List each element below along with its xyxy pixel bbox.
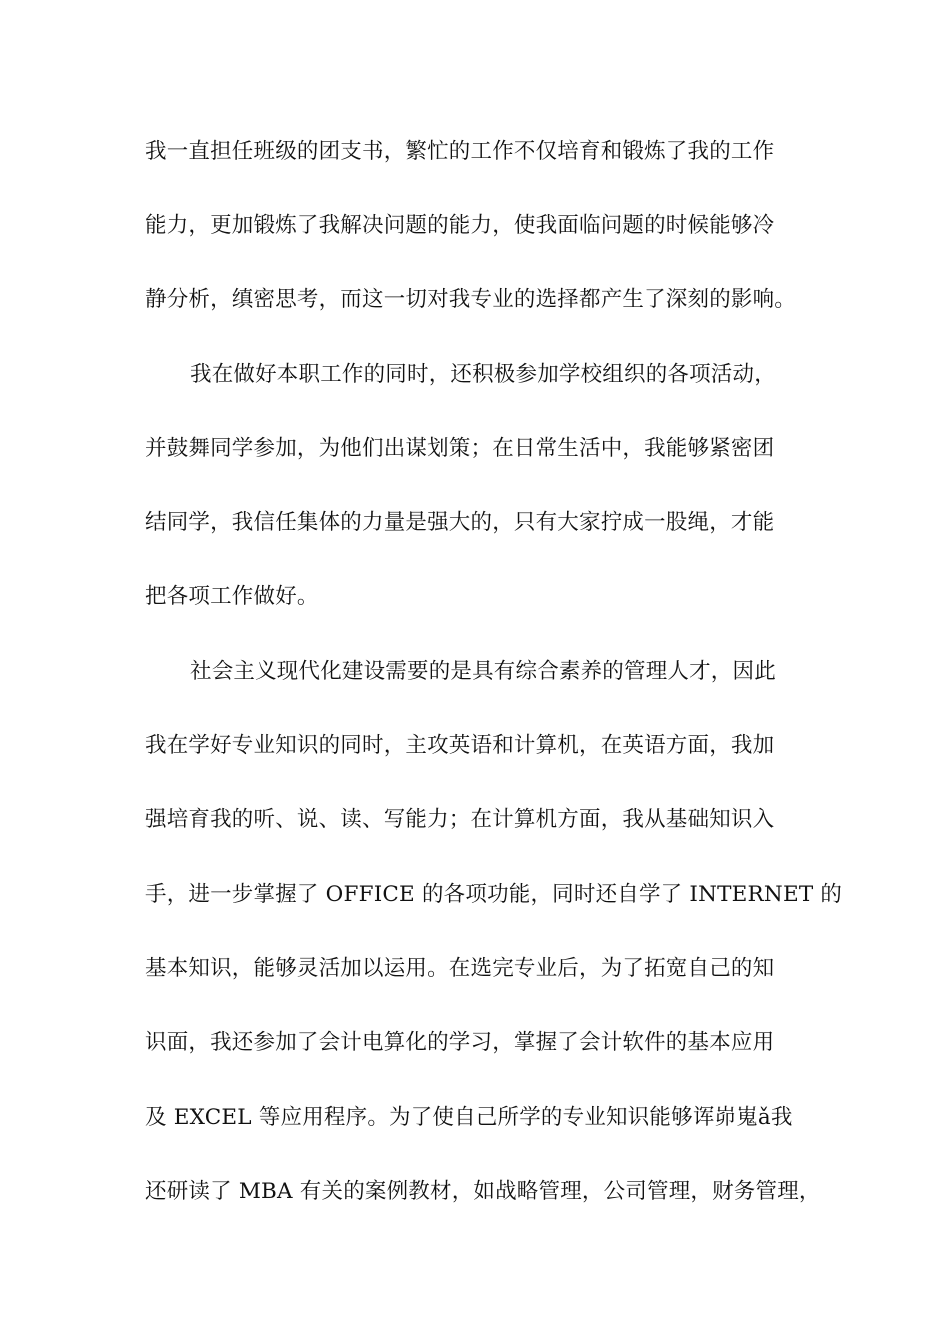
text-line: 把各项工作做好。 — [145, 584, 319, 609]
text-line: 并鼓舞同学参加，为他们出谋划策；在日常生活中，我能够紧密团 — [145, 436, 775, 461]
text-line: 强培育我的听、说、读、写能力；在计算机方面，我从基础知识入 — [145, 807, 775, 832]
text-line: 我一直担任班级的团支书，繁忙的工作不仅培育和锻炼了我的工作 — [145, 139, 775, 164]
text-line: 能力，更加锻炼了我解决问题的能力，使我面临问题的时候能够冷 — [145, 213, 775, 238]
text-line: 我在学好专业知识的同时，主攻英语和计算机，在英语方面，我加 — [145, 733, 775, 758]
text-line: 结同学，我信任集体的力量是强大的，只有大家拧成一股绳，才能 — [145, 510, 775, 535]
text-line: 静分析，缜密思考，而这一切对我专业的选择都产生了深刻的影响。 — [145, 287, 797, 312]
text-line: 手，进一步掌握了 OFFICE 的各项功能，同时还自学了 INTERNET 的 — [145, 882, 843, 907]
paragraph-start-line: 社会主义现代化建设需要的是具有综合素养的管理人才，因此 — [190, 659, 776, 684]
text-line: 及 EXCEL 等应用程序。为了使自己所学的专业知识能够诨峁嵬ǎ我 — [145, 1105, 793, 1130]
text-line: 识面，我还参加了会计电算化的学习，掌握了会计软件的基本应用 — [145, 1030, 775, 1055]
text-line: 还研读了 MBA 有关的案例教材，如战略管理，公司管理，财务管理， — [145, 1179, 821, 1204]
text-line: 基本知识，能够灵活加以运用。在选完专业后，为了拓宽自己的知 — [145, 956, 775, 981]
paragraph-start-line: 我在做好本职工作的同时，还积极参加学校组织的各项活动， — [190, 362, 776, 387]
